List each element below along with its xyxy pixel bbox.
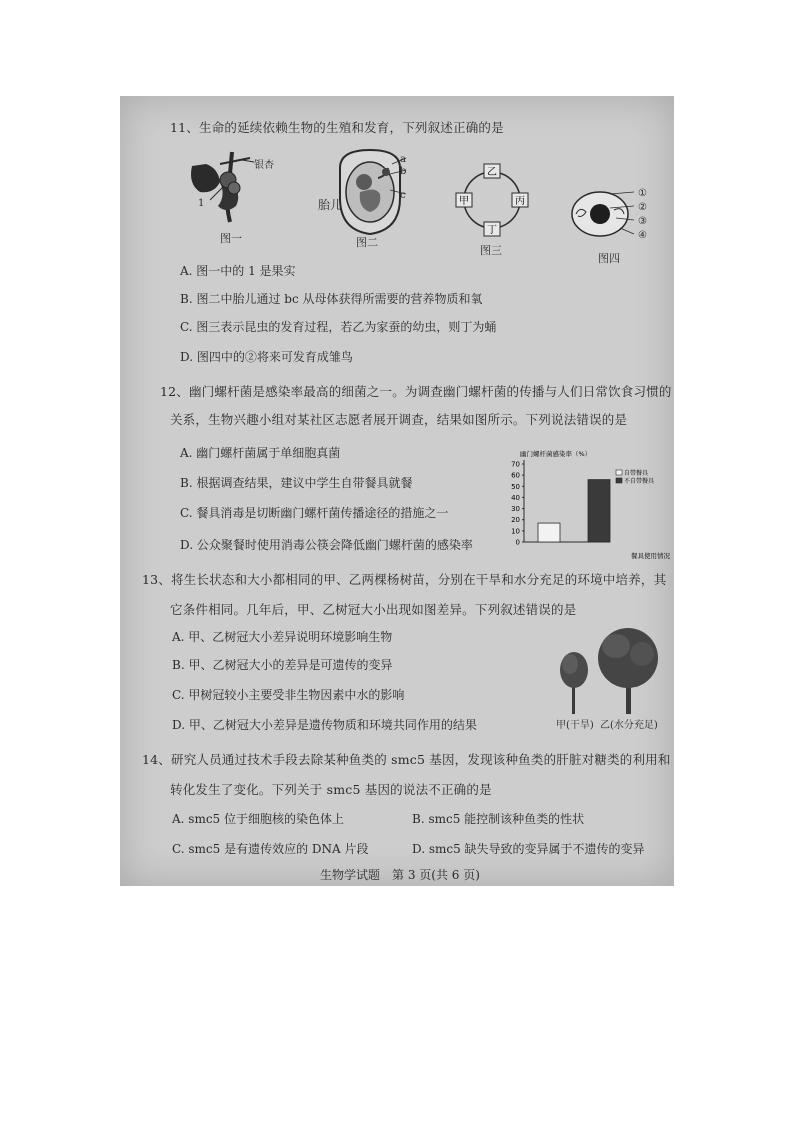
- q12-stem-line2: 关系，生物兴趣小组对某社区志愿者展开调查，结果如图所示。下列说法错误的是: [170, 412, 628, 427]
- fig2-label-c: c: [400, 190, 406, 201]
- fig4-label-3: ③: [638, 216, 647, 227]
- chart-bar-1: [588, 480, 610, 542]
- q12-option-c: C. 餐具消毒是切断幽门螺杆菌传播途径的措施之一: [180, 506, 449, 520]
- infection-rate-bar-chart: [500, 446, 674, 562]
- fig3-node-top: 乙: [487, 167, 497, 178]
- fig4-egg-illustration: [570, 188, 636, 242]
- fig1-label-ginkgo: 银杏: [254, 160, 274, 171]
- tree-b-label: 乙(水分充足): [600, 720, 658, 731]
- fig3-node-left: 甲: [459, 196, 469, 207]
- chart-bar-0: [538, 523, 560, 542]
- fig2-caption: 图二: [356, 236, 378, 249]
- fig4-caption: 图四: [598, 252, 620, 265]
- q13-stem-line1: 13、将生长状态和大小都相同的甲、乙两棵杨树苗，分别在干旱和水分充足的环境中培养，其: [142, 572, 667, 587]
- page-footer: 生物学试题 第 3 页(共 6 页): [320, 868, 480, 882]
- fig2-fetus-illustration: [330, 148, 410, 238]
- chart-y-tick-label: 30: [511, 505, 520, 514]
- q12-option-d: D. 公众聚餐时使用消毒公筷会降低幽门螺杆菌的感染率: [180, 538, 473, 552]
- fig2-label-b: b: [400, 166, 407, 177]
- q14-stem-line2: 转化发生了变化。下列关于 smc5 基因的说法不正确的是: [170, 782, 492, 797]
- fig1-caption: 图一: [220, 232, 242, 245]
- q11-option-b: B. 图二中胎儿通过 bc 从母体获得所需要的营养物质和氧: [180, 292, 483, 306]
- chart-legend-swatch-1: [616, 478, 622, 483]
- chart-y-tick-label: 20: [511, 516, 520, 525]
- q14-option-b: B. smc5 能控制该种鱼类的性状: [412, 812, 585, 826]
- fig2-label-a: a: [400, 154, 406, 165]
- tree-a-label: 甲(干旱): [556, 720, 594, 731]
- q13-option-a: A. 甲、乙树冠大小差异说明环境影响生物: [172, 630, 393, 644]
- chart-y-tick-label: 60: [511, 471, 520, 480]
- q14-option-c: C. smc5 是有遗传效应的 DNA 片段: [172, 842, 369, 856]
- exam-page: [120, 96, 674, 886]
- q12-stem-line1: 12、幽门螺杆菌是感染率最高的细菌之一。为调查幽门螺杆菌的传播与人们日常饮食习惯的: [160, 384, 672, 399]
- chart-legend-swatch-0: [616, 470, 622, 475]
- fig1-label-1: 1: [198, 198, 205, 209]
- fig3-node-bottom: 丁: [487, 225, 497, 236]
- chart-ylabel: 幽门螺杆菌感染率（%）: [520, 450, 592, 458]
- chart-legend-label-1: 不自带餐具: [624, 478, 655, 485]
- poplar-trees-illustration: [550, 624, 670, 716]
- q12-option-b: B. 根据调查结果，建议中学生自带餐具就餐: [180, 476, 413, 490]
- fig3-cycle-diagram: [452, 160, 532, 240]
- fig2-label-fetus: 胎儿: [318, 198, 343, 212]
- chart-y-tick-label: 0: [515, 538, 520, 547]
- q14-option-a: A. smc5 位于细胞核的染色体上: [172, 812, 345, 826]
- chart-y-tick-label: 40: [511, 493, 520, 502]
- q11-option-d: D. 图四中的②将来可发育成雏鸟: [180, 350, 353, 364]
- q14-stem-line1: 14、研究人员通过技术手段去除某种鱼类的 smc5 基因，发现该种鱼类的肝脏对糖类的利用和: [142, 752, 671, 767]
- chart-y-tick-label: 10: [511, 527, 520, 536]
- q13-stem-line2: 它条件相同。几年后，甲、乙树冠大小出现如图差异。下列叙述错误的是: [170, 602, 577, 617]
- q13-option-d: D. 甲、乙树冠大小差异是遗传物质和环境共同作用的结果: [172, 718, 477, 732]
- chart-y-tick-label: 50: [511, 482, 520, 491]
- q14-option-d: D. smc5 缺失导致的变异属于不遗传的变异: [412, 842, 645, 856]
- fig4-label-4: ④: [638, 230, 647, 241]
- fig3-node-right: 丙: [515, 196, 525, 207]
- q13-option-c: C. 甲树冠较小主要受非生物因素中水的影响: [172, 688, 405, 702]
- chart-xlabel: 餐具使用情况: [631, 552, 670, 560]
- q12-option-a: A. 幽门螺杆菌属于单细胞真菌: [180, 446, 341, 460]
- q11-option-c: C. 图三表示昆虫的发育过程，若乙为家蚕的幼虫，则丁为蛹: [180, 320, 497, 334]
- q11-stem: 11、生命的延续依赖生物的生殖和发育，下列叙述正确的是: [170, 120, 504, 135]
- fig3-caption: 图三: [480, 244, 502, 257]
- chart-y-tick-label: 70: [511, 460, 520, 469]
- q13-option-b: B. 甲、乙树冠大小的差异是可遗传的变异: [172, 658, 393, 672]
- fig4-label-1: ①: [638, 188, 647, 199]
- q11-option-a: A. 图一中的 1 是果实: [180, 264, 296, 278]
- fig4-label-2: ②: [638, 202, 647, 213]
- chart-legend-label-0: 自带餐具: [624, 470, 649, 477]
